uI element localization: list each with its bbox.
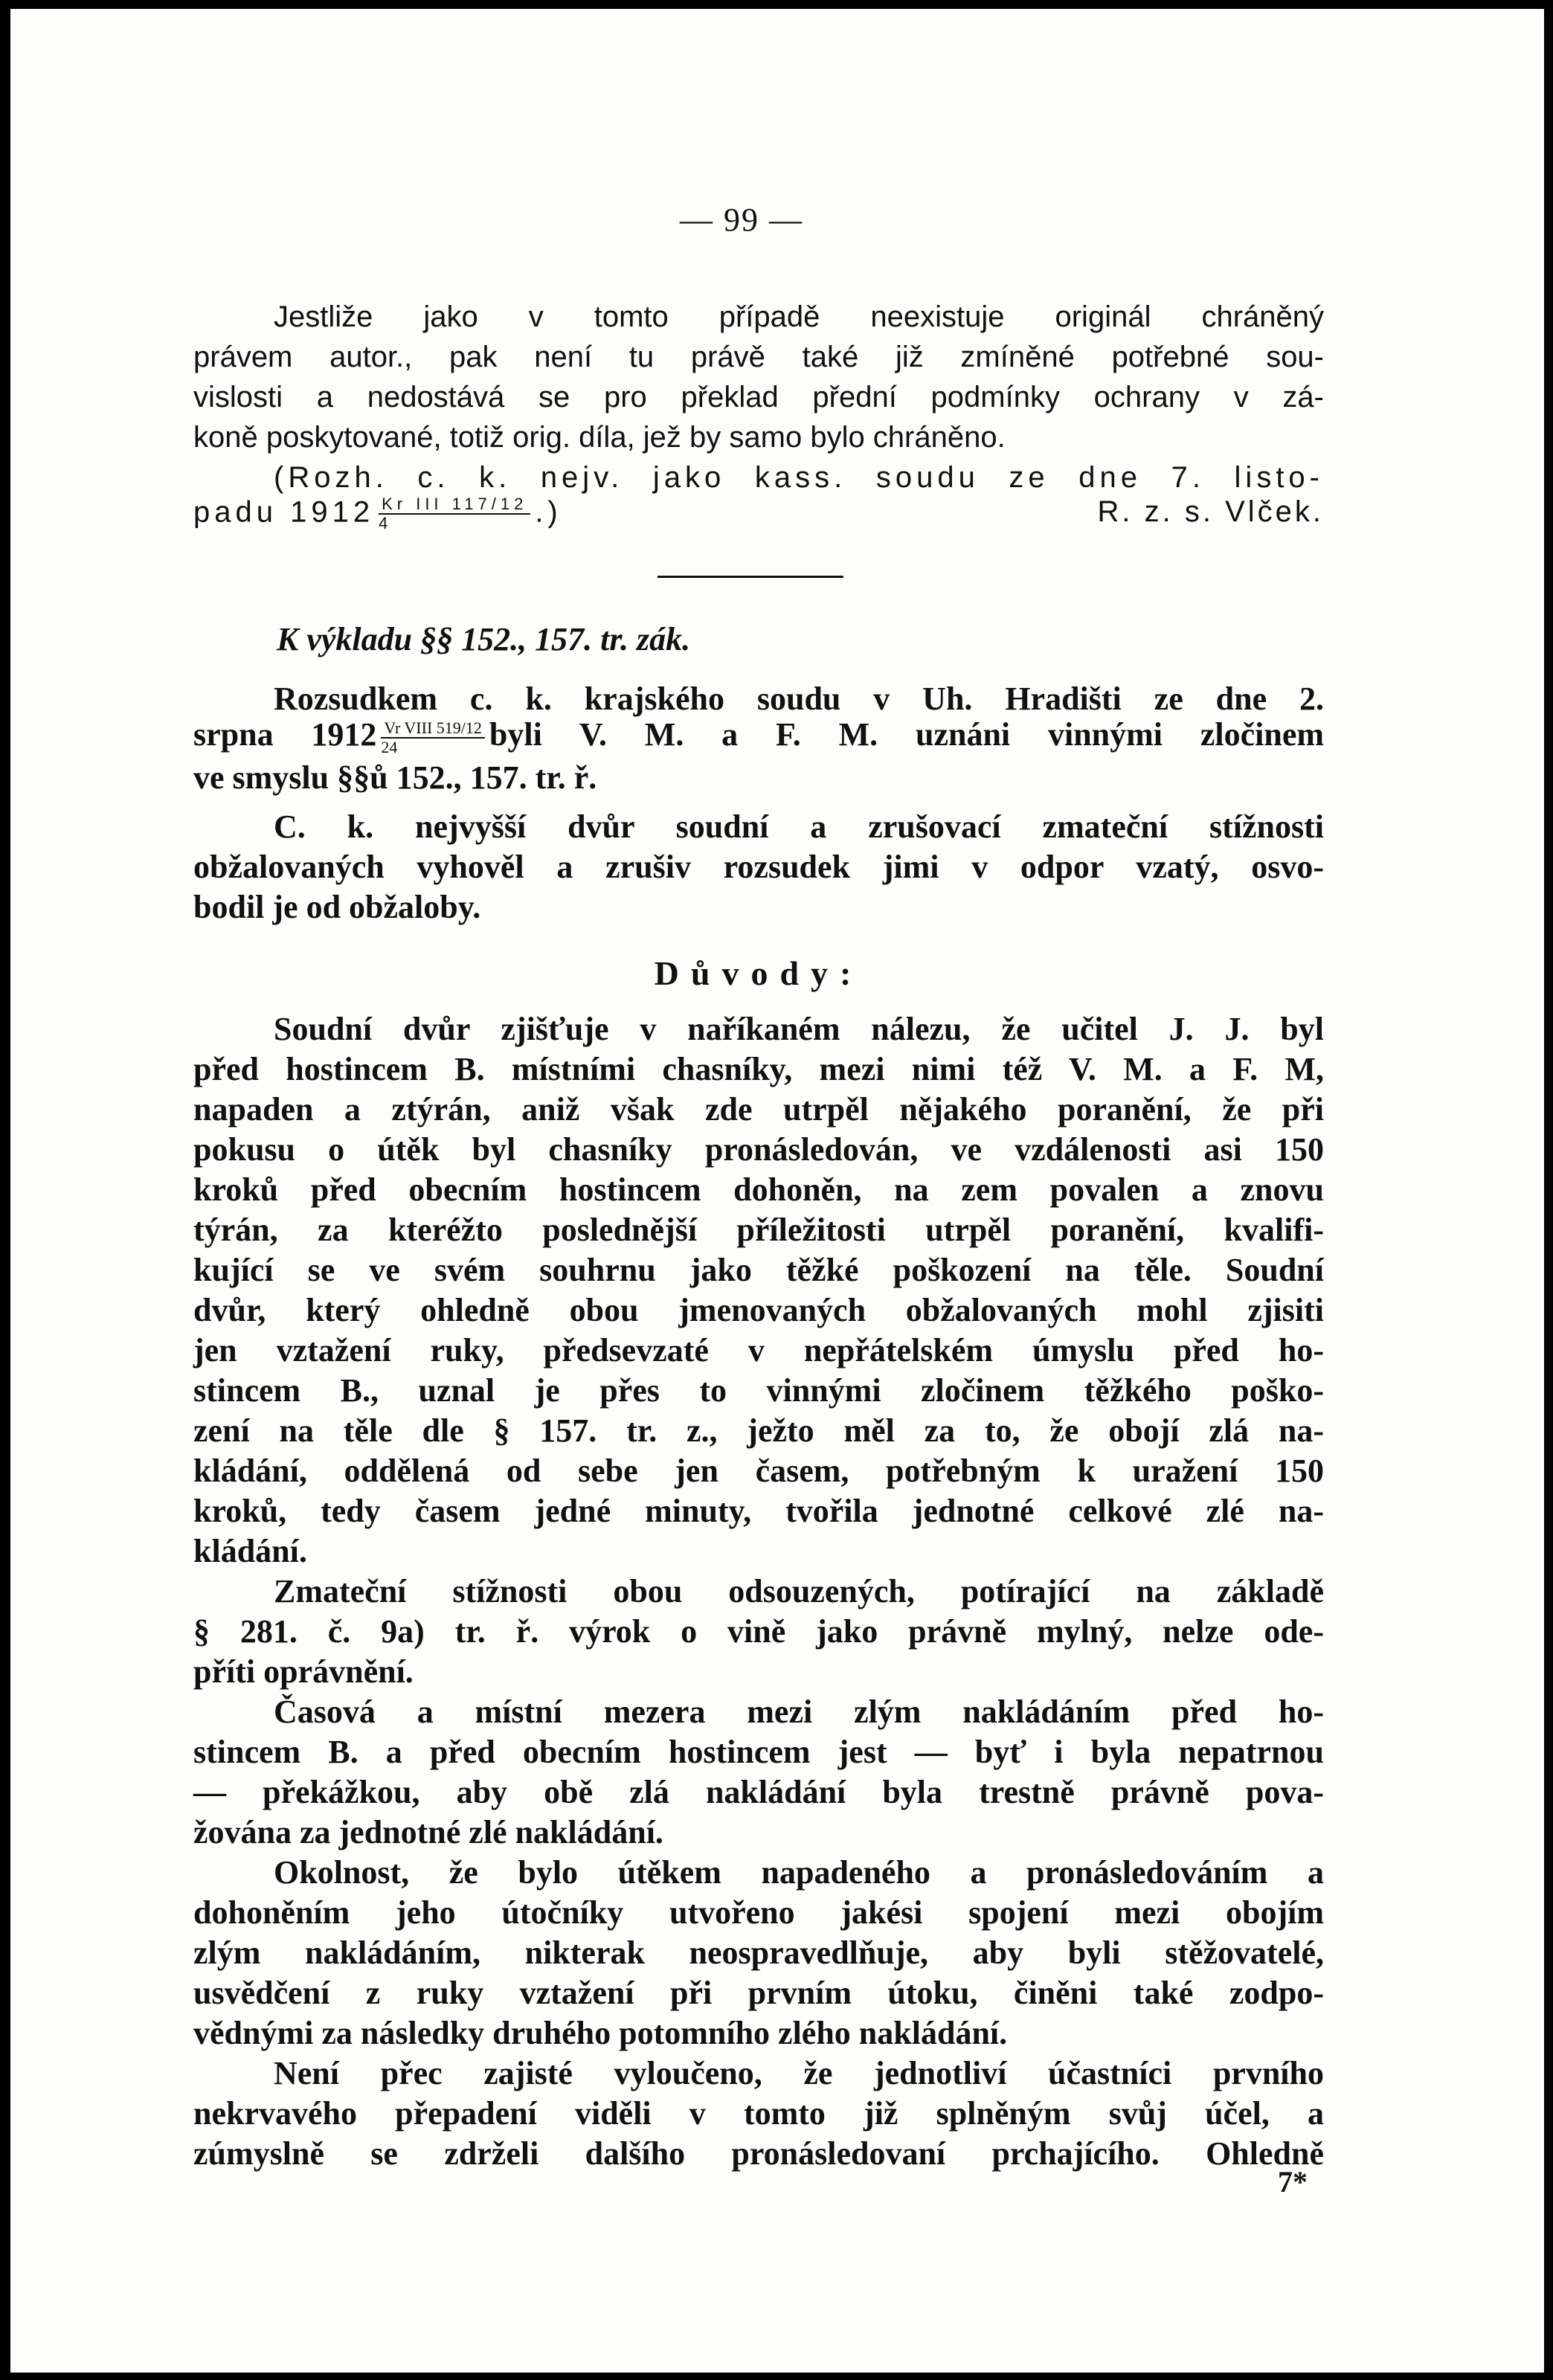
text-line: koně poskytované, totiž orig. díla, jež by samo bylo chráněno. xyxy=(193,421,1006,454)
text-line: kroků před obecním hostincem dohoněn, na zem povalen a znovu xyxy=(193,1171,1324,1208)
text-line: nekrvavého přepadení viděli v tomto již splněným svůj účel, a xyxy=(193,2095,1324,2132)
text-line: Časová a místní mezera mezi zlým nakládáním před ho- xyxy=(274,1694,1324,1730)
text-line: žována za jednotné zlé nakládání. xyxy=(193,1814,663,1850)
verdict-line xyxy=(193,715,1324,756)
text-line: kující se ve svém souhrnu jako těžké poškození na těle. Soudní xyxy=(193,1252,1324,1288)
text-line: vědnými za následky druhého potomního zlého nakládání. xyxy=(193,2015,1008,2051)
citation-close: .) xyxy=(535,495,562,529)
text-line: kroků, tedy časem jedné minuty, tvořila jednotné celkové zlé na- xyxy=(193,1493,1324,1529)
citation-line xyxy=(193,495,1324,533)
citation-date: padu 1912 xyxy=(193,495,375,529)
citation-reference-number: Kr III 117/12 xyxy=(379,495,530,515)
text-line: ve smyslu §§ů 152., 157. tr. ř. xyxy=(193,759,597,796)
verdict-reference-sheet: 24 xyxy=(381,737,398,756)
text-line: dohoněním jeho útočníky utvořeno jakési spojení mezi obojím xyxy=(193,1894,1324,1931)
text-line: obžalovaných vyhověl a zrušiv rozsudek jimi v odpor vzatý, osvo- xyxy=(193,849,1324,885)
text-line: § 281. č. 9a) tr. ř. výrok o vině jako právně mylný, nelze ode- xyxy=(193,1613,1324,1650)
text-line: jen vztažení ruky, předsevzaté v nepřátelském úmyslu před ho- xyxy=(193,1332,1324,1368)
text-line: zlým nakládáním, nikterak neospravedlňuje, aby byli stěžovatelé, xyxy=(193,1934,1324,1971)
text-line: týrán, za kteréžto poslednější příležitosti utrpěl poranění, kvalifi- xyxy=(193,1212,1324,1248)
text-line: vislosti a nedostává se pro překlad přední podmínky ochrany v zá- xyxy=(193,381,1324,414)
text-line: — překážkou, aby obě zlá nakládání byla trestně právně pova- xyxy=(193,1774,1324,1810)
text-line: zúmyslně se zdrželi dalšího pronásledovaní prchajícího. Ohledně xyxy=(193,2135,1324,2172)
text-line: příti oprávnění. xyxy=(193,1653,414,1690)
section-divider xyxy=(657,576,843,578)
text-line: usvědčení z ruky vztažení při prvním útoku, činěni také zodpo- xyxy=(193,1975,1324,2011)
text-line: Zmateční stížnosti obou odsouzených, potírající na základě xyxy=(274,1573,1324,1609)
text-line: dvůr, který ohledně obou jmenovaných obžalovaných mohl zjisiti xyxy=(193,1292,1324,1328)
verdict-reference xyxy=(381,719,484,756)
text-line: Není přec zajisté vyloučeno, že jednotliví účastníci prvního xyxy=(274,2055,1324,2091)
text-line: C. k. nejvyšší dvůr soudní a zrušovací zmateční stížnosti xyxy=(274,808,1324,845)
signature-mark: 7* xyxy=(1278,2165,1308,2199)
text-line: kládání, oddělená od sebe jen časem, potřebným k uražení 150 xyxy=(193,1453,1324,1489)
text-line: právem autor., pak není tu právě také již zmíněné potřebné sou- xyxy=(193,341,1324,373)
text-line: Okolnost, že bylo útěkem napadeného a pronásledováním a xyxy=(274,1854,1324,1891)
text-line: stincem B., uznal je přes to vinnými zločinem těžkého poško- xyxy=(193,1372,1324,1409)
citation-reference-sheet: 4 xyxy=(379,514,393,533)
verdict-reference-number: Vr VIII 519/12 xyxy=(381,719,484,739)
citation-reference xyxy=(379,495,530,533)
text-line: kládání. xyxy=(193,1533,307,1569)
section-heading: K výkladu §§ 152., 157. tr. zák. xyxy=(277,621,691,657)
text-line: před hostincem B. místními chasníky, mezi nimi též V. M. a F. M, xyxy=(193,1051,1324,1087)
text-line: Rozsudkem c. k. krajského soudu v Uh. Hradišti ze dne 2. xyxy=(274,681,1324,717)
citation-line: (Rozh. c. k. nejv. jako kass. soudu ze dne 7. listo- xyxy=(274,461,1324,494)
text-line: stincem B. a před obecním hostincem jest — byť i byla nepatrnou xyxy=(193,1734,1324,1770)
page-number: — 99 — xyxy=(680,202,803,238)
verdict-text: byli V. M. a F. M. uznáni vinnými zločinem xyxy=(489,716,1324,753)
text-line: Soudní dvůr zjišťuje v naříkaném nálezu, že učitel J. J. byl xyxy=(274,1011,1324,1047)
signature: R. z. s. Vlček. xyxy=(1097,495,1324,528)
text-line: pokusu o útěk byl chasníky pronásledován, ve vzdálenosti asi 150 xyxy=(193,1131,1324,1168)
verdict-date: srpna 1912 xyxy=(193,716,377,753)
text-line: zení na těle dle § 157. tr. z., ježto měl za to, že obojí zlá na- xyxy=(193,1412,1324,1449)
text-line: Jestliže jako v tomto případě neexistuje originál chráněný xyxy=(274,300,1324,333)
text-line: napaden a ztýrán, aniž však zde utrpěl nějakého poranění, že při xyxy=(193,1091,1324,1128)
reasons-heading: Důvody: xyxy=(654,954,864,992)
text-line: bodil je od obžaloby. xyxy=(193,889,481,925)
document-page xyxy=(10,9,1544,2373)
